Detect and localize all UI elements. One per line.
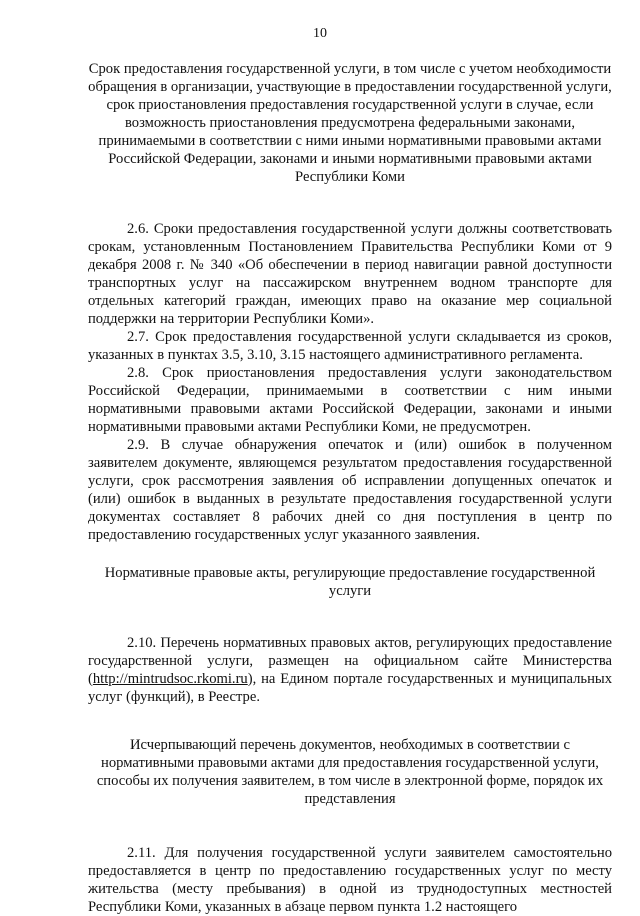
paragraph-2-7: 2.7. Срок предоставления государственной услуги складывается из сроков, указанных в пунктах 3.5, 3.10, 3.15 настоящего административного регламента. xyxy=(88,329,612,363)
paragraph-2-11: 2.11. Для получения государственной услуги заявителем самостоятельно предоставляется в центр по предоставлению государственных услуг по месту жительства (месту пребывания) в одной из труднодоступных местностей Республики Коми, указанных в абзаце первом пункта 1.2 настоящего xyxy=(88,845,612,915)
paragraph-2-6: 2.6. Сроки предоставления государственной услуги должны соответствовать срокам, установленным Постановлением Правительства Республики Коми от 9 декабря 2008 г. № 340 «Об обеспечении в период навигации равной доступности транспортных услуг на пассажирском внутреннем водном транспорте для отдельных категорий граждан, имеющих право на оказание мер социальной поддержки на территории Республики Коми». xyxy=(88,221,612,327)
paragraph-2-10-text-before: 2.10. Перечень нормативных правовых актов, регулирующих предоставление государственной услуги, размещен на официальном сайте Министерства ( xyxy=(88,635,612,687)
section-heading-documents: Исчерпывающий перечень документов, необходимых в соответствии с нормативными правовыми актами для предоставления государственной услуги, способы их получения заявителем, в том числе в электронной форме, порядок их представления xyxy=(96,737,604,807)
section-heading-term: Срок предоставления государственной услуги, в том числе с учетом необходимости обращения в организации, участвующие в предоставлении государственной услуги, срок приостановления предоставления государственной услуги в случае, если возможность приостановления предусмотрена федеральными законами, принимаемыми в соответствии с ними иными нормативными правовыми актами Российской Федерации, законами и иными нормативными правовыми актами Республики Коми xyxy=(88,61,612,185)
paragraph-2-10 xyxy=(88,634,612,706)
paragraph-2-10-text-after: ), на Едином портале государственных и муниципальных услуг (функций), в Реестре. xyxy=(88,671,612,705)
paragraph-2-8: 2.8. Срок приостановления предоставления услуги законодательством Российской Федерации, принимаемыми в соответствии с ним иными нормативными правовыми актами Российской Федерации, законами и иными нормативными правовыми актами Республики Коми, не предусмотрен. xyxy=(88,365,612,435)
paragraph-2-9: 2.9. В случае обнаружения опечаток и (или) ошибок в полученном заявителем документе, являющемся результатом предоставления государственной услуги, срок рассмотрения заявления об исправлении допущенных опечаток и (или) ошибок в выданных в результате предоставления государственной услуги документах составляет 8 рабочих дней со дня поступления в центр по предоставлению государственных услуг указанного заявления. xyxy=(88,437,612,543)
page-number: 10 xyxy=(313,26,327,41)
ministry-website-link[interactable]: http://mintrudsoc.rkomi.ru xyxy=(92,671,248,687)
document-body xyxy=(88,60,612,916)
section-heading-legal-acts: Нормативные правовые акты, регулирующие предоставление государственной услуги xyxy=(104,565,596,599)
